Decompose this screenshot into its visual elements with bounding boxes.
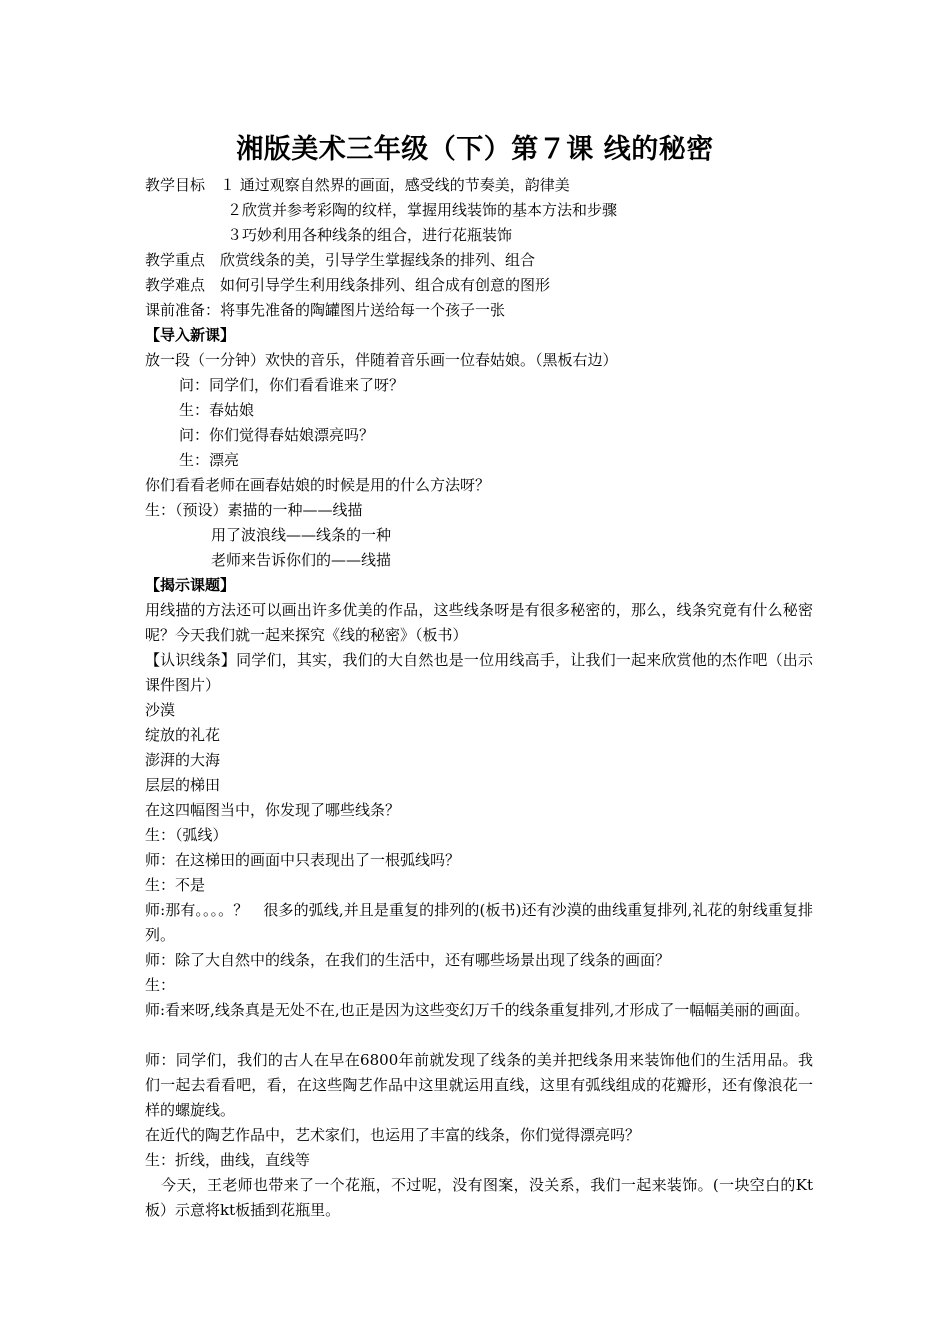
document-body xyxy=(145,173,813,1223)
list-item: 沙漠 xyxy=(145,701,176,719)
dialogue-line: 用了波浪线——线条的一种 xyxy=(211,526,392,544)
objective-2: ２欣赏并参考彩陶的纹样，掌握用线装饰的基本方法和步骤 xyxy=(227,201,618,219)
objective-3: ３巧妙利用各种线条的组合，进行花瓶装饰 xyxy=(227,226,513,244)
dialogue-line: 师：在这梯田的画面中只表现出了一根弧线吗？ xyxy=(145,851,461,869)
dialogue-line: 问：你们觉得春姑娘漂亮吗？ xyxy=(179,426,375,444)
paragraph: 在这四幅图当中，你发现了哪些线条？ xyxy=(145,801,401,819)
page-title: 湘版美术三年级（下）第７课 线的秘密 xyxy=(236,134,714,165)
paragraph: 用线描的方法还可以画出许多优美的作品，这些线条呀是有很多秘密的，那么，线条究竟有什么秘密呢？今天我们就一起来探究《线的秘密》（板书） xyxy=(145,601,813,644)
dialogue-line: 生：折线，曲线，直线等 xyxy=(145,1151,311,1169)
dialogue-line: 老师来告诉你们的——线描 xyxy=(211,551,392,569)
dialogue-line: 师：除了大自然中的线条，在我们的生活中，还有哪些场景出现了线条的画面？ xyxy=(145,951,671,969)
dialogue-line: 生： xyxy=(145,976,176,994)
difficult-point: 教学难点 如何引导学生利用线条排列、组合成有创意的图形 xyxy=(145,276,551,294)
dialogue-line: 生：（弧线） xyxy=(145,826,228,844)
paragraph: 【认识线条】同学们，其实，我们的大自然也是一位用线高手，让我们一起来欣赏他的杰作吧（出示课件图片） xyxy=(145,651,813,694)
paragraph: 师:看来呀,线条真是无处不在,也正是因为这些变幻万千的线条重复排列,才形成了一幅幅美丽的画面。 xyxy=(145,1001,810,1019)
list-item: 层层的梯田 xyxy=(145,776,221,794)
list-item: 澎湃的大海 xyxy=(145,751,221,769)
dialogue-line: 生：（预设）素描的一种——线描 xyxy=(145,501,363,519)
paragraph: 你们看看老师在画春姑娘的时候是用的什么方法呀？ xyxy=(145,476,491,494)
preparation: 课前准备：将事先准备的陶罐图片送给每一个孩子一张 xyxy=(145,301,506,319)
paragraph: 今天，王老师也带来了一个花瓶，不过呢，没有图案，没关系，我们一起来装饰。(一块空白的Kt板）示意将kt板插到花瓶里。 xyxy=(145,1176,813,1219)
key-point: 教学重点 欣赏线条的美，引导学生掌握线条的排列、组合 xyxy=(145,251,536,269)
list-item: 绽放的礼花 xyxy=(145,726,221,744)
section-heading-intro: 【导入新课】 xyxy=(145,326,236,344)
dialogue-line: 生：春姑娘 xyxy=(179,401,255,419)
section-heading-topic: 【揭示课题】 xyxy=(145,576,236,594)
objective-1: 教学目标 １ 通过观察自然界的画面，感受线的节奏美，韵律美 xyxy=(145,176,570,194)
paragraph: 师:那有。。。。？ 很多的弧线,并且是重复的排列的(板书)还有沙漠的曲线重复排列,礼花的射线重复排列。 xyxy=(145,901,813,944)
paragraph: 师：同学们，我们的古人在早在6800年前就发现了线条的美并把线条用来装饰他们的生活用品。我们一起去看看吧，看，在这些陶艺作品中这里就运用直线，这里有弧线组成的花瓣形，还有像浪花一样的螺旋线。 xyxy=(145,1051,813,1119)
paragraph: 在近代的陶艺作品中，艺术家们，也运用了丰富的线条，你们觉得漂亮吗？ xyxy=(145,1126,641,1144)
dialogue-line: 问：同学们，你们看看谁来了呀？ xyxy=(179,376,405,394)
paragraph: 放一段（一分钟）欢快的音乐，伴随着音乐画一位春姑娘。（黑板右边） xyxy=(145,351,618,369)
dialogue-line: 生：不是 xyxy=(145,876,206,894)
dialogue-line: 生：漂亮 xyxy=(179,451,240,469)
